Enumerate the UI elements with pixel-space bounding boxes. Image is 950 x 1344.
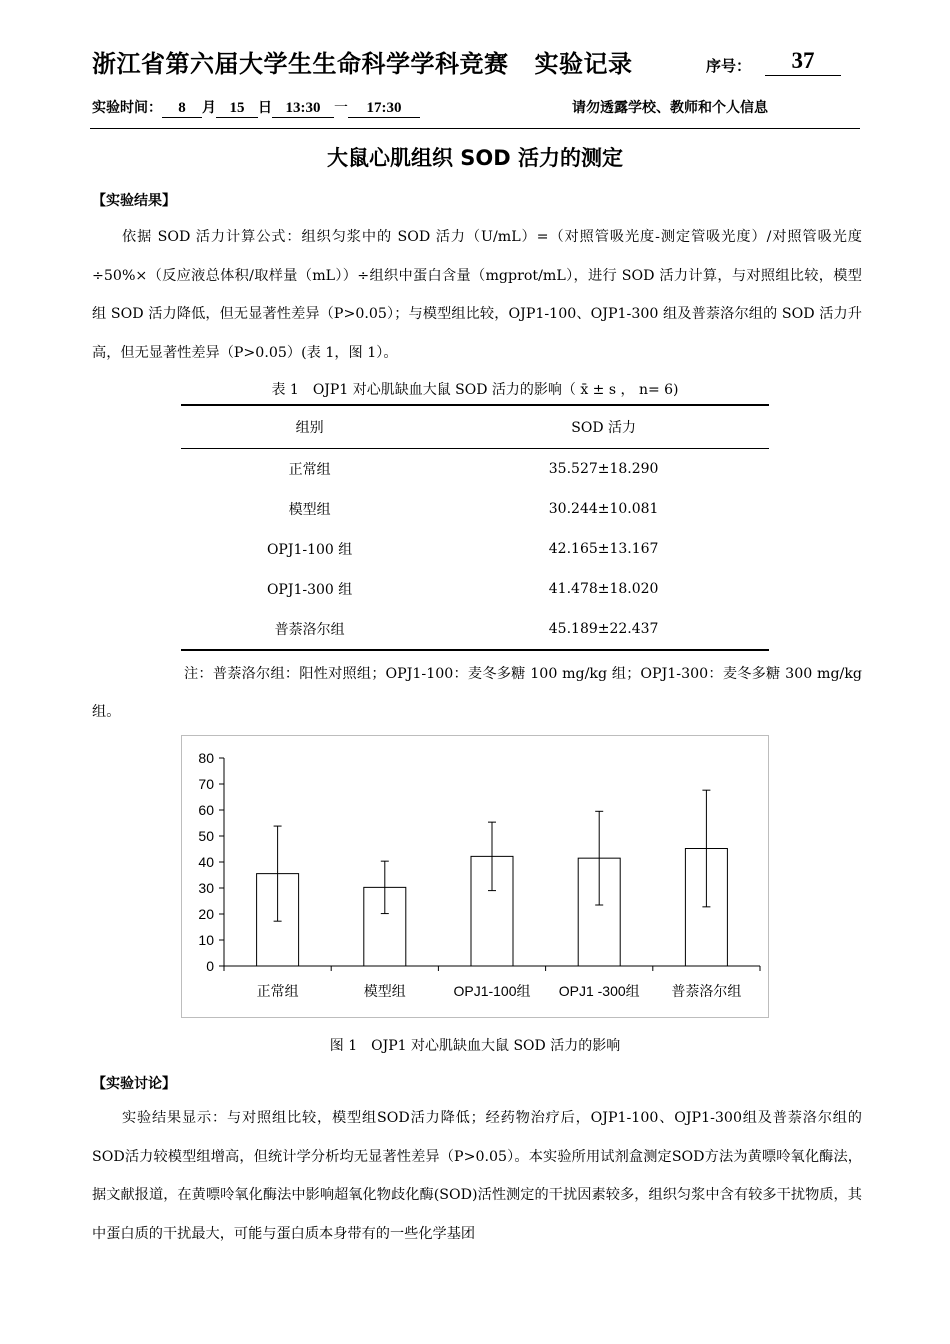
y-tick-label: 40	[198, 854, 214, 870]
results-text: 依据 SOD 活力计算公式：组织匀浆中的 SOD 活力（U/mL）=（对照管吸光度-测定管吸光度）/对照管吸光度÷50%×（反应液总体积/取样量（mL））÷组织中蛋白含量（mgprot/mL），进行 SOD 活力计算，与对照组比较，模型组 SOD 活力降低，但无显著性差异（P>0.05）；与模型组比较，OJP1-100、OJP1-300 组及普萘洛尔组的 SOD 活力升高，但无显著性差异（P>0.05）(表 1，图 1）。	[92, 229, 862, 361]
table-row	[181, 449, 769, 490]
x-tick-label: 普萘洛尔组	[671, 983, 742, 999]
discussion-text: 实验结果显示：与对照组比较，模型组SOD活力降低；经药物治疗后，OJP1-100、OJP1-300组及普萘洛尔组的SOD活力较模型组增高，但统计学分析均无显著性差异（P>0.05）。本实验所用试剂盒测定SOD方法为黄嘌呤氧化酶法，据文献报道，在黄嘌呤氧化酶法中影响超氧化物歧化酶(SOD)活性测定的干扰因素较多，组织匀浆中含有较多干扰物质，其中蛋白质的干扰最大，可能与蛋白质本身带有的一些化学基团	[92, 1110, 862, 1242]
x-tick-label: OPJ1 -300组	[558, 983, 640, 999]
experiment-time	[92, 97, 420, 118]
bar-chart-frame	[181, 735, 769, 1018]
table-cell-sod: 41.478±18.020	[548, 581, 659, 597]
month-value: 8	[162, 100, 202, 118]
table-header-sod: SOD 活力	[438, 405, 769, 449]
time-label: 实验时间：	[92, 100, 162, 116]
document-title: 大鼠心肌组织 SOD 活力的测定	[326, 146, 624, 170]
x-tick-label: 正常组	[256, 983, 299, 999]
table-row	[181, 609, 769, 650]
table-row	[181, 489, 769, 529]
day-value: 15	[216, 100, 258, 118]
table-cell-sod: 45.189±22.437	[438, 609, 769, 650]
table-row	[181, 529, 769, 569]
table-cell-sod: 35.527±18.290	[548, 461, 659, 477]
table-header-row	[181, 405, 769, 449]
y-tick-label: 50	[198, 828, 214, 844]
table-cell-group: 正常组	[288, 462, 331, 478]
results-heading: 【实验结果】	[92, 193, 176, 209]
results-paragraph	[92, 218, 862, 372]
table-cell-group: 普萘洛尔组	[181, 609, 438, 650]
y-tick-label: 10	[198, 932, 214, 948]
record-label: 实验记录	[534, 50, 633, 78]
table-header-group: 组别	[181, 405, 438, 449]
serial-label: 序号：	[706, 57, 752, 75]
discussion-paragraph	[92, 1099, 862, 1253]
time-dash: 一	[334, 100, 348, 116]
table-row	[181, 569, 769, 609]
results-table	[181, 404, 769, 651]
table-cell-sod: 30.244±10.081	[548, 501, 659, 517]
table-cell-group: OPJ1-100 组	[266, 542, 353, 558]
y-tick-label: 70	[198, 776, 214, 792]
discussion-heading: 【实验讨论】	[92, 1076, 176, 1092]
table-note	[92, 655, 862, 731]
table-note-text: 注：普萘洛尔组：阳性对照组；OPJ1-100：麦冬多糖 100 mg/kg 组；OPJ1-300：麦冬多糖 300 mg/kg 组。	[92, 666, 862, 720]
x-tick-label: OPJ1-100组	[453, 983, 531, 999]
y-tick-label: 60	[198, 802, 214, 818]
privacy-notice: 请勿透露学校、教师和个人信息	[572, 100, 768, 116]
y-tick-label: 30	[198, 880, 214, 896]
header-divider	[90, 128, 860, 129]
competition-title	[92, 44, 633, 79]
start-time: 13:30	[272, 100, 334, 118]
serial-number: 37	[765, 47, 841, 76]
table-cell-group: OPJ1-300 组	[266, 582, 353, 598]
table-cell-group: 模型组	[288, 502, 331, 518]
y-tick-label: 0	[206, 958, 214, 974]
sod-bar-chart	[182, 736, 768, 1017]
y-tick-label: 20	[198, 906, 214, 922]
competition-name: 浙江省第六届大学生生命科学学科竞赛	[92, 50, 509, 78]
y-tick-label: 80	[198, 750, 214, 766]
day-unit: 日	[258, 100, 272, 116]
table-caption: 表 1 OJP1 对心肌缺血大鼠 SOD 活力的影响（ x̄ ± s ， n= 6)	[271, 382, 679, 398]
x-tick-label: 模型组	[363, 983, 406, 999]
month-unit: 月	[202, 100, 216, 116]
figure-caption: 图 1 OJP1 对心肌缺血大鼠 SOD 活力的影响	[329, 1038, 621, 1054]
end-time: 17:30	[348, 100, 420, 118]
table-cell-sod: 42.165±13.167	[548, 541, 659, 557]
